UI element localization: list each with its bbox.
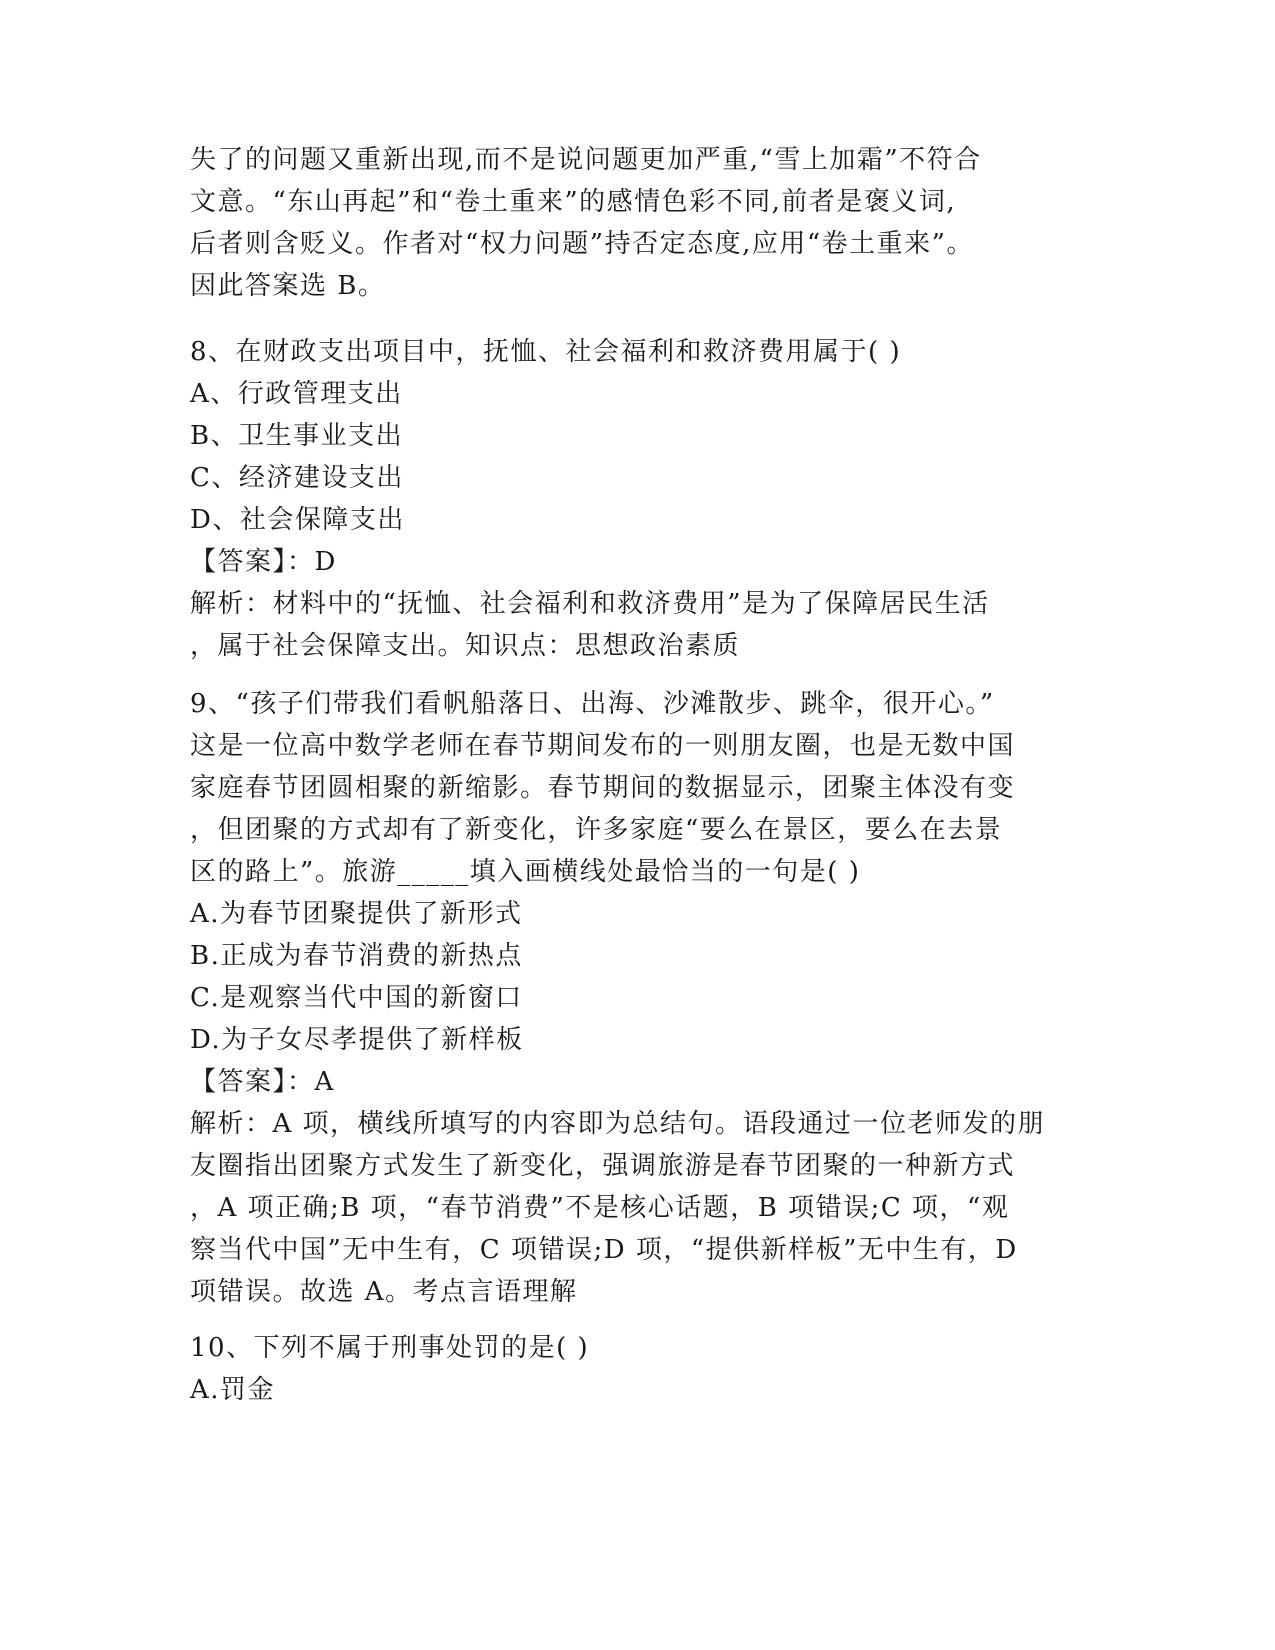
question-9-option-c: C.是观察当代中国的新窗口 [190,983,523,1013]
question-8-answer: 【答案】：D [190,547,337,577]
question-9-stem-line: 这是一位高中数学老师在春节期间发布的一则朋友圈，也是无数中国 [190,731,1016,761]
prev-explanation-line: 失了的问题又重新出现,而不是说问题更加严重,“雪上加霜”不符合 [190,145,982,175]
prev-explanation-line: 文意。“东山再起”和“卷土重来”的感情色彩不同,前者是褒义词, [190,187,957,217]
question-9-analysis-line: 友圈指出团聚方式发生了新变化，强调旅游是春节团聚的一种新方式 [190,1151,1016,1181]
question-9-option-d: D.为子女尽孝提供了新样板 [190,1025,524,1055]
question-8-analysis-line: ，属于社会保障支出。知识点：思想政治素质 [190,631,741,661]
question-9-stem-line: 9、“孩子们带我们看帆船落日、出海、沙滩散步、跳伞，很开心。” [190,689,995,719]
question-8-option-b: B、卫生事业支出 [190,421,404,451]
question-9-stem-line: 区的路上”。旅游_____填入画横线处最恰当的一句是( ) [190,857,861,887]
question-9-option-b: B.正成为春节消费的新热点 [190,941,523,971]
prev-explanation-line: 后者则含贬义。作者对“权力问题”持否定态度,应用“卷土重来”。 [190,229,974,259]
question-8-analysis-line: 解析：材料中的“抚恤、社会福利和救济费用”是为了保障居民生活 [190,589,990,619]
question-10-option-a: A.罚金 [190,1375,276,1405]
question-9-stem-line: ，但团聚的方式却有了新变化，许多家庭“要么在景区，要么在去景 [190,815,1003,845]
question-9-stem-line: 家庭春节团圆相聚的新缩影。春节期间的数据显示，团聚主体没有变 [190,773,1016,803]
question-8-stem: 8、在财政支出项目中，抚恤、社会福利和救济费用属于( ) [190,337,902,367]
question-9-answer: 【答案】：A [190,1067,335,1097]
question-9-analysis-line: 察当代中国”无中生有，C 项错误;D 项，“提供新样板”无中生有，D [190,1235,1018,1265]
prev-explanation-line: 因此答案选 B。 [190,271,386,301]
question-8-option-d: D、社会保障支出 [190,505,405,535]
question-9-option-a: A.为春节团聚提供了新形式 [190,899,523,929]
question-8-option-c: C、经济建设支出 [190,463,404,493]
question-9-analysis-line: 项错误。故选 A。考点言语理解 [190,1277,578,1307]
question-9-analysis-line: 解析：A 项，横线所填写的内容即为总结句。语段通过一位老师发的朋 [190,1109,1046,1139]
question-10-stem: 10、下列不属于刑事处罚的是( ) [190,1333,590,1363]
question-8-option-a: A、行政管理支出 [190,379,403,409]
question-9-analysis-line: ，A 项正确;B 项，“春节消费”不是核心话题，B 项错误;C 项，“观 [190,1193,1010,1223]
